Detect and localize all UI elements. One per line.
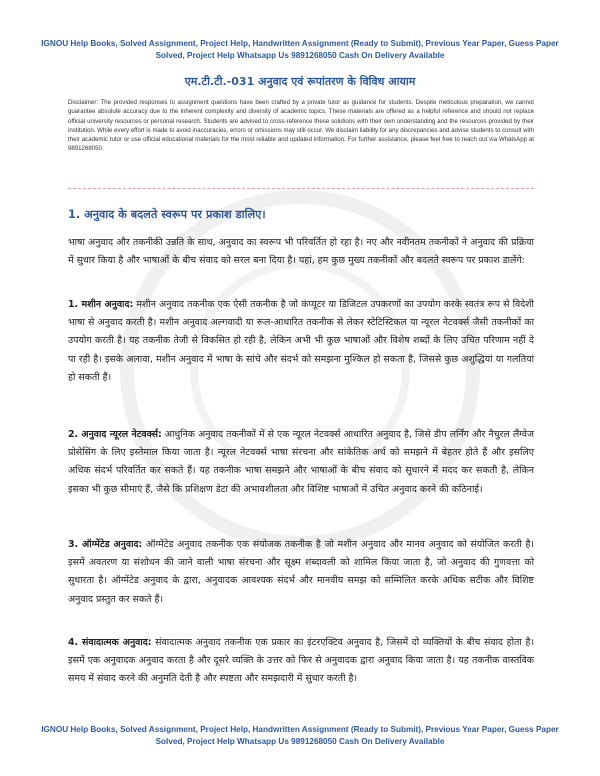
page-title: एम.टी.टी.-031 अनुवाद एवं रूपांतरण के विविध आयाम	[184, 75, 416, 88]
point-machine-translation	[68, 296, 534, 387]
point-text: मशीन अनुवाद तकनीक एक ऐसी तकनीक है जो कंप्यूटर या डिजिटल उपकरणों का उपयोग करके स्वतंत्र रूप से विदेशी भाषा से अनुवाद करती है। मशीन अनुवाद अल्गवादी या रूल-आधारित तकनीक से लेकर स्टेटिस्टिकल या न्यूरल नेटवर्क्स जैसी तकनीकों का उपयोग करती है। यह तकनीक तेजी से विकसित हो रही है, लेकिन अभी भी कुछ भाषाओं और विशेष शब्दों के लिए उचित परिणाम नहीं दे पा रही है। इसके अलावा, मशीन अनुवाद में भाषा के सांचे और संदर्भ को समझना मुश्किल हो सकता है, जिससे कुछ अशुद्धियां या गलतियां हो सकती हैं।	[68, 299, 534, 383]
point-text: संवादात्मक अनुवाद तकनीक एक प्रकार का इंटरएक्टिव अनुवाद है, जिसमें दो व्यक्तियों के बीच संवाद होता है। इसमें एक अनुवादक अनुवाद करता है और दूसरे व्यक्ति के उत्तर को फिर से अनुवादक द्वारा अनुवाद किया जाता है। यह तकनीक वास्तविक समय में संवाद करने की अनुमति देती है और स्पष्टता और समझदारी में सुधार करती है।	[68, 637, 534, 685]
page-footer: IGNOU Help Books, Solved Assignment, Project Help, Handwritten Assignment (Ready to Submit), Previous Year Paper, Guess Paper Solved, Project Help Whatsapp Us 9891268050 Cash On Delivery Available	[41, 725, 559, 746]
question-heading: 1. अनुवाद के बदलते स्वरूप पर प्रकाश डालिए।	[68, 208, 266, 221]
point-interactive-translation	[68, 634, 534, 689]
point-text: आधुनिक अनुवाद तकनीकों में से एक न्यूरल नेटवर्क्स आधारित अनुवाद है, जिसे डीप लर्निंग और नैचुरल लैंग्वेज प्रोसेसिंग के लिए इस्तेमाल किया जाता है। न्यूरल नेटवर्क्स भाषा संरचना और सांकेतिक अर्थ को समझने में बेहतर होते हैं और इसलिए अधिक संदर्भ परिवर्तित कर सकते हैं। यह तकनीक भाषा समझने और भाषाओं के बीच संवाद को सुधारने में मदद कर सकती है, लेकिन इसका भी कुछ सीमाएं हैं, जैसे कि प्रशिक्षण डेटा की अभावशीलता और विशिष्ट भाषाओं में उचित अनुवाद करने की कठिनाई।	[68, 429, 534, 495]
point-label: 3. ऑग्मेंटेड अनुवाद:	[68, 539, 143, 550]
point-label: 2. अनुवाद न्यूरल नेटवर्क्स:	[68, 429, 162, 440]
point-label: 1. मशीन अनुवाद:	[68, 299, 134, 310]
disclaimer: Disclaimer: The provided responses to assignment questions have been crafted by a private tutor as guidance for students. Despite meticulous preparation, we cannot guarantee absolute accuracy due to the inherent complexity and diversity of academic topics. These materials are offered as a helpful reference and should not replace official university resources or personal research. Students are advised to cross-reference these solutions with their own understanding and the resources provided by their institution. While every effort is made to avoid inaccuracies, errors or omissions may still occur. We disclaim liability for any discrepancies and advise students to consult with their academic tutor or use official educational materials for the most reliable and updated information. For further assistance, please feel free to reach out via WhatsApp at 9891268050.	[68, 99, 534, 153]
point-augmented-translation	[68, 536, 534, 609]
point-neural-networks	[68, 426, 534, 499]
point-text: ऑग्मेंटेड अनुवाद तकनीक एक संयोजक तकनीक है जो मशीन अनुवाद और मानव अनुवाद को संयोजित करती है। इसमें अवतरण या संशोधन की जाने वाली भाषा संरचना और सूक्ष्म शब्दावली को शामिल किया जाता है, जो अनुवाद की गुणवत्ता को सुधारता है। ऑग्मेंटेड अनुवाद के द्वारा, अनुवादक आवश्यक संदर्भ और मानवीय समझ को सम्मिलित करके अधिक सटीक और विशिष्ट अनुवाद प्रस्तुत कर सकते हैं।	[68, 539, 534, 605]
intro-paragraph: भाषा अनुवाद और तकनीकी उन्नति के साथ, अनुवाद का स्वरूप भी परिवर्तित हो रहा है। नए और नवीनतम तकनीकों ने अनुवाद की प्रक्रिया में सुधार किया है और भाषाओं के बीच संवाद को सरल बना दिया है। यहां, हम कुछ मुख्य तकनीकों और बदलते स्वरूप पर प्रकाश डालेंगे:	[68, 237, 534, 267]
divider	[68, 188, 534, 189]
point-label: 4. संवादात्मक अनुवाद:	[68, 637, 152, 648]
page-header: IGNOU Help Books, Solved Assignment, Project Help, Handwritten Assignment (Ready to Submit), Previous Year Paper, Guess Paper Solved, Project Help Whatsapp Us 9891268050 Cash On Delivery Available	[41, 39, 559, 60]
